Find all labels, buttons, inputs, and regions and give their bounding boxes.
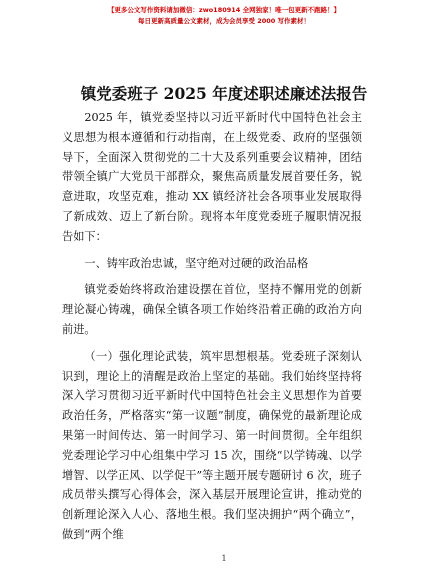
paragraph-intro: 2025 年，镇党委坚持以习近平新时代中国特色社会主义思想为根本遵循和行动指南，在上级党委、政府的坚强领导下，全面深入贯彻党的二十大及系列重要会议精神，团结带领全镇广大党员干部群众，聚焦高质量发展首要任务，锐意进取，攻坚克难，推动 XX 镇经济社会各项事业发展取得了新成效、迈上了新台阶。现将本年度党委班子履职情况报告如下：: [62, 111, 362, 243]
promo-banner: [0, 5, 448, 27]
document-body: [62, 108, 362, 545]
promo-banner-line1: 【更多公文写作资料请加微信：zwo180914 全网独家！唯一包更新不跑路！】: [107, 6, 341, 14]
document-title: 镇党委班子 2025 年度述职述廉述法报告: [80, 84, 368, 103]
paragraph-section-intro: 镇党委始终将政治建设摆在首位，坚持不懈用党的创新理论凝心铸魂，确保全镇各项工作始终沿着正确的政治方向前进。: [62, 283, 362, 336]
promo-banner-line2: 每日更新高质量公文素材，成为会员享受 2000 写作素材！: [137, 17, 311, 25]
paragraph-subsection-1: （一）强化理论武装，筑牢思想根基。党委班子深刻认识到，理论上的清醒是政治上坚定的基础。我们始终坚持将深入学习贯彻习近平新时代中国特色社会主义思想作为首要政治任务，严格落实“第一议题”制度，确保党的最新理论成果第一时间传达、第一时间学习、第一时间贯彻。全年组织党委理论学习中心组集中学习 15 次，围绕“以学铸魂、以学增智、以学正风、以学促干”等主题开展专题研讨 6 次，班子成员带头撰写心得体会，深入基层开展理论宣讲，推动党的创新理论深入人心、落地生根。我们坚决拥护“两个确立”，做到“两个维: [62, 349, 362, 541]
section-heading: 一、铸牢政治忠诚，坚守绝对过硬的政治品格: [84, 256, 309, 270]
page-number: 1: [221, 554, 227, 563]
